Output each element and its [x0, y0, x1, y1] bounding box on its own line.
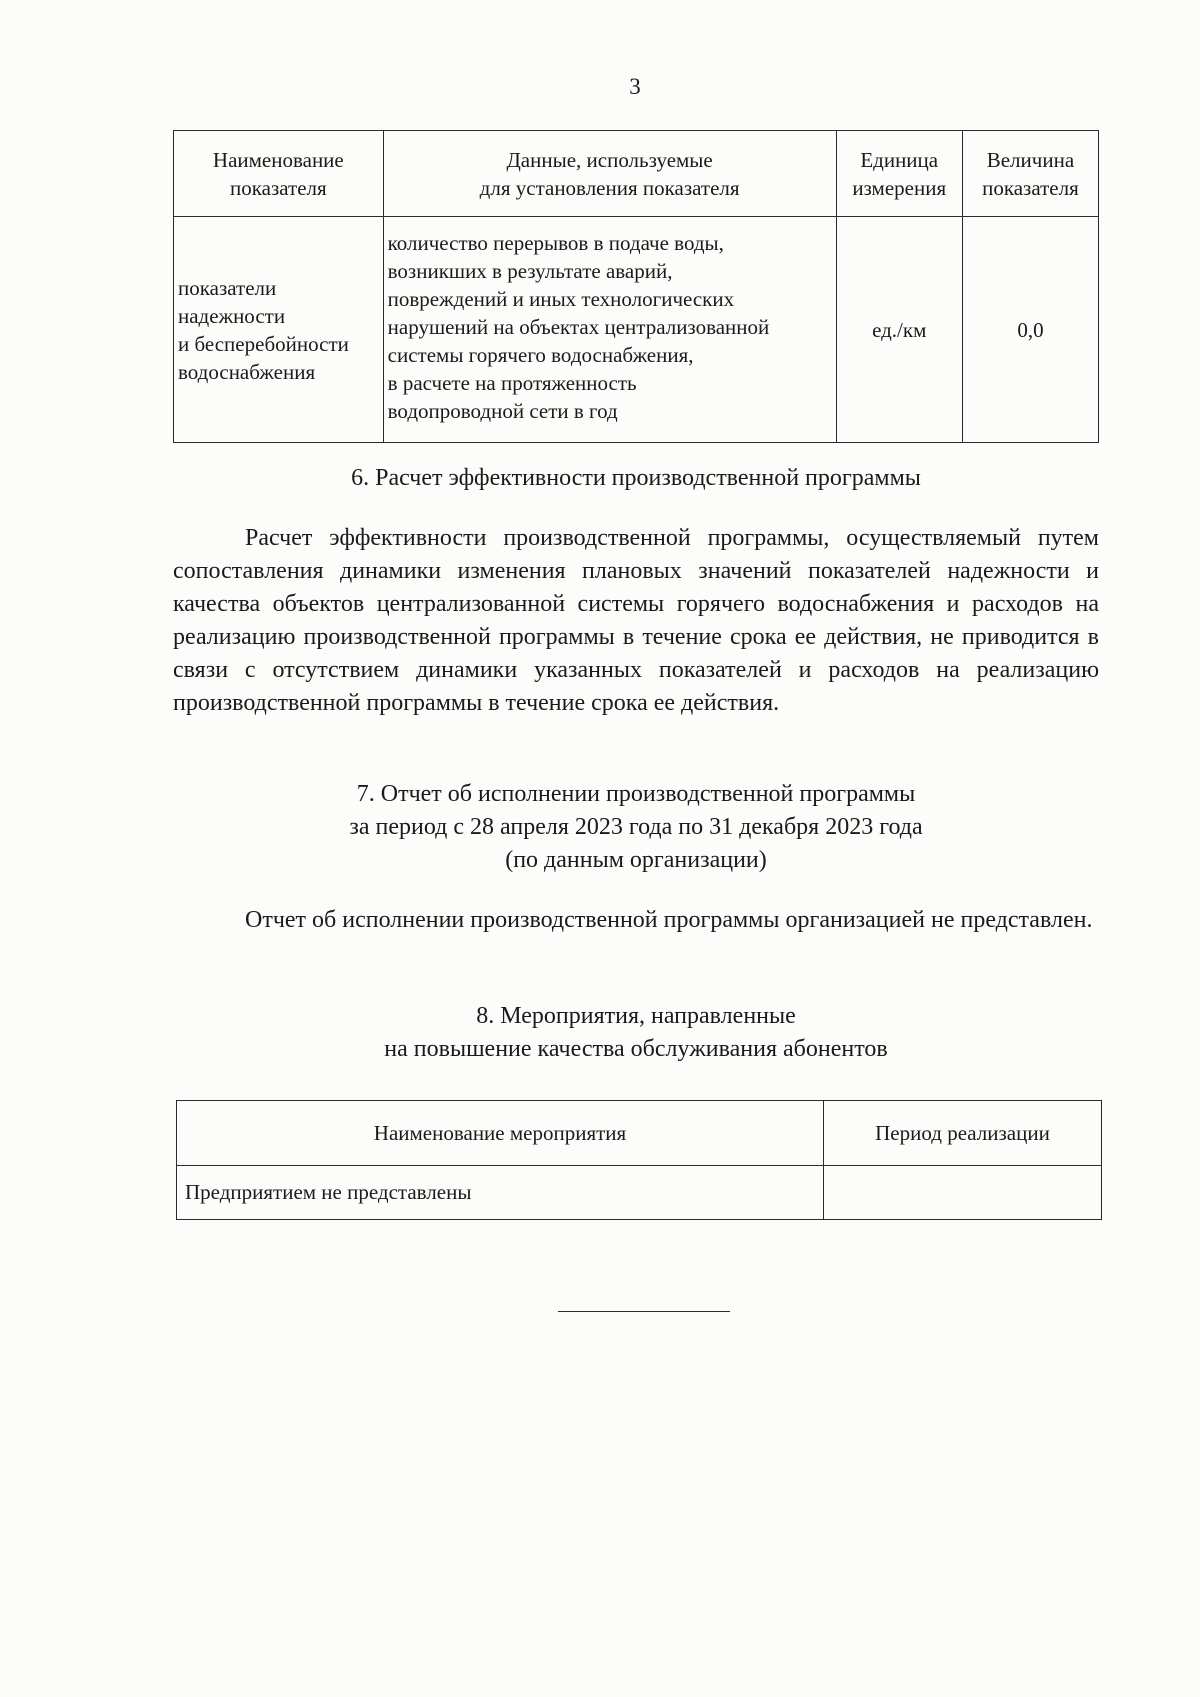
- table-header-row: [177, 1101, 1102, 1166]
- header-measure-name: Наименование мероприятия: [177, 1101, 824, 1166]
- end-divider: [558, 1311, 730, 1312]
- indicator-value-cell: 0,0: [962, 217, 1098, 443]
- page-number: 3: [629, 74, 641, 99]
- section-7-heading: 7. Отчет об исполнении производственной программы за период с 28 апреля 2023 года по 31 декабря 2023 года (по данным организации): [349, 781, 923, 873]
- indicators-table: [173, 130, 1099, 443]
- table-header-row: [174, 131, 1099, 217]
- section-7-paragraph: Отчет об исполнении производственной программы организацией не представлен.: [245, 907, 1093, 933]
- indicator-name-cell: показатели надежности и бесперебойности водоснабжения: [174, 217, 384, 443]
- measure-name-cell: Предприятием не представлены: [177, 1166, 824, 1220]
- header-unit: Единица измерения: [836, 131, 962, 217]
- header-period: Период реализации: [823, 1101, 1101, 1166]
- section-6-heading: 6. Расчет эффективности производственной программы: [351, 465, 921, 491]
- header-data-used: Данные, используемые для установления показателя: [383, 131, 836, 217]
- section-6-paragraph: Расчет эффективности производственной программы, осуществляемый путем сопоставления динамики изменения плановых значений показателей надежности и качества объектов централизованной системы горячего водоснабжения и расходов на реализацию производственной программы в течение срока ее действия, не приводится в связи с отсутствием динамики указанных показателей и расходов на реализацию производственной программы в течение срока ее действия.: [173, 525, 1099, 716]
- indicator-data-cell: количество перерывов в подаче воды, возникших в результате аварий, повреждений и иных технологических нарушений на объектах централизованной системы горячего водоснабжения, в расчете на протяженность водопроводной сети в год: [383, 217, 836, 443]
- header-value: Величина показателя: [962, 131, 1098, 217]
- table-row: [177, 1166, 1102, 1220]
- measure-period-cell: [823, 1166, 1101, 1220]
- section-8-heading: 8. Мероприятия, направленные на повышение качества обслуживания абонентов: [384, 1003, 888, 1062]
- indicator-unit-cell: ед./км: [836, 217, 962, 443]
- header-indicator-name: Наименование показателя: [174, 131, 384, 217]
- measures-table: [176, 1100, 1102, 1220]
- table-row: [174, 217, 1099, 443]
